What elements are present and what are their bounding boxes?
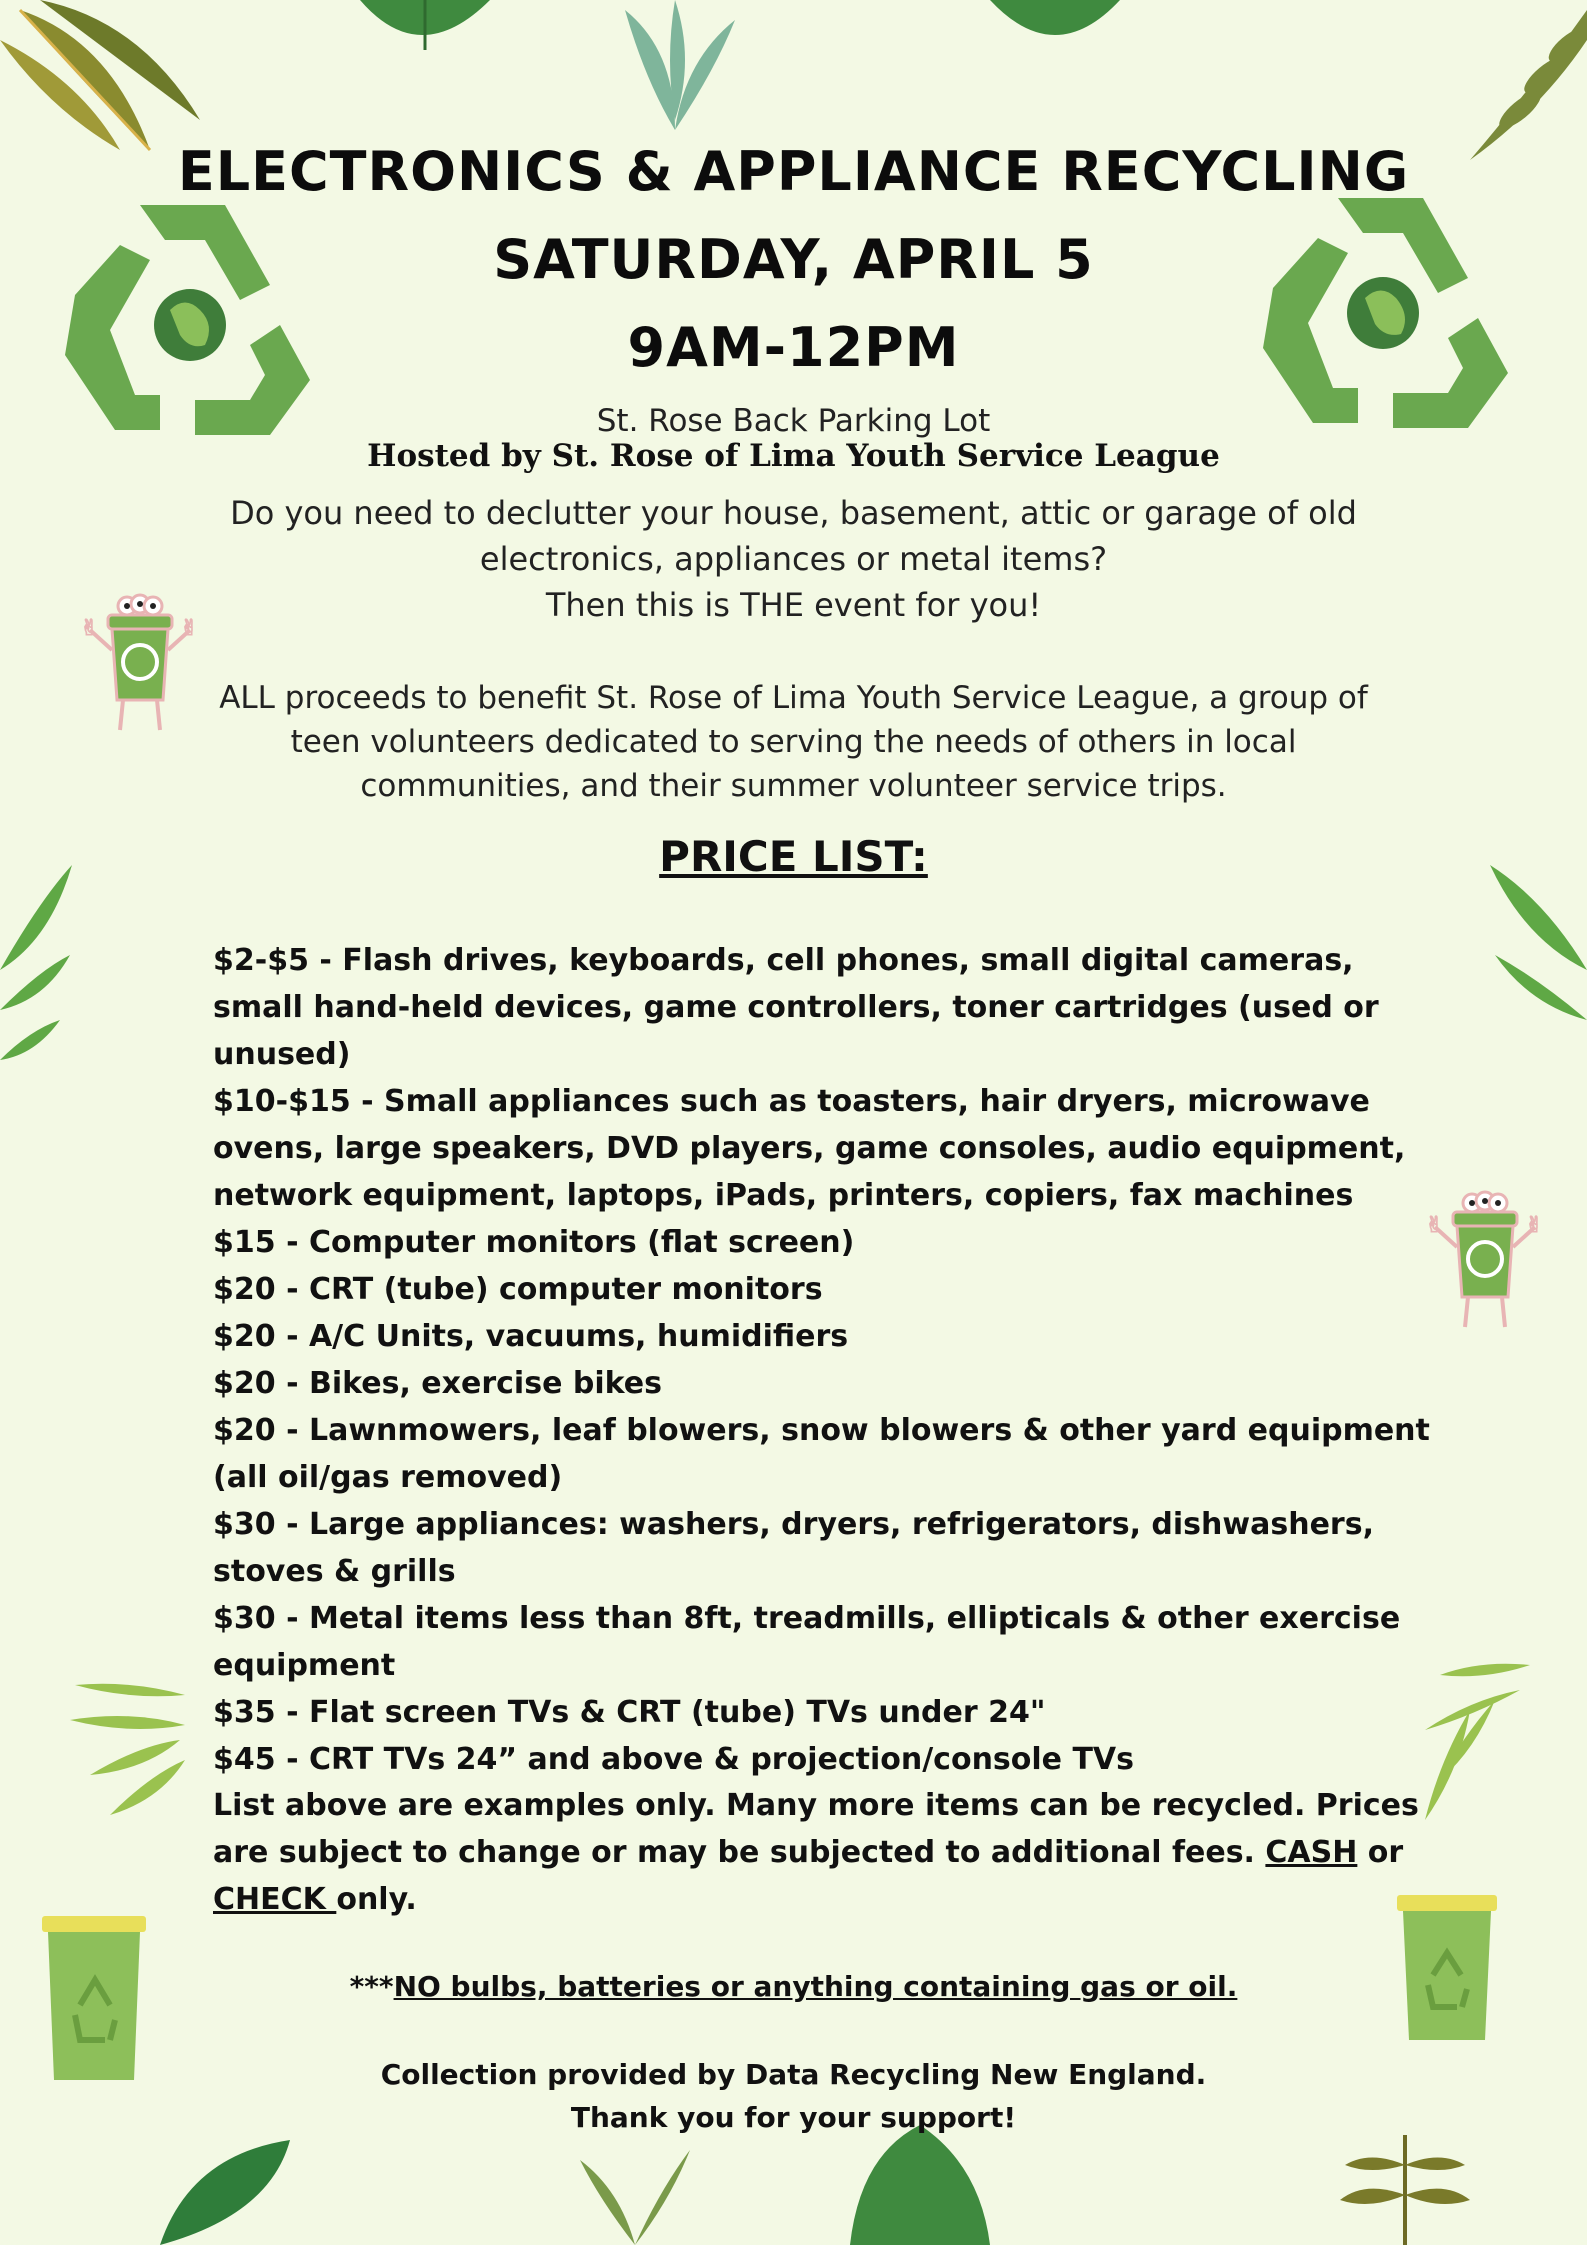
proceeds-line: ALL proceeds to benefit St. Rose of Lima Youth Service League, a group of	[219, 680, 1368, 716]
disclaimer-text: List above are examples only. Many more items can be recycled. Prices are subject to change or may be subjected to additional fees.	[213, 1788, 1419, 1870]
svg-text:✌: ✌	[1525, 1213, 1544, 1238]
svg-text:✌: ✌	[180, 616, 199, 641]
collection-line: Collection provided by Data Recycling New England.	[380, 2058, 1207, 2091]
price-list-item: $20 - A/C Units, vacuums, humidifiers	[213, 1319, 849, 1354]
proceeds-paragraph	[0, 676, 1587, 808]
price-list-heading: PRICE LIST:	[659, 832, 928, 881]
svg-text:✌: ✌	[1425, 1213, 1444, 1238]
leaf-icon	[605, 0, 745, 130]
intro-line: Do you need to declutter your house, basement, attic or garage of old	[230, 494, 1357, 532]
check-payment: CHECK	[213, 1882, 337, 1917]
svg-text:✌: ✌	[80, 616, 99, 641]
warning-text: NO bulbs, batteries or anything containing gas or oil.	[393, 1970, 1238, 2003]
price-list-item: $30 - Large appliances: washers, dryers, refrigerators, dishwashers, stoves & grills	[213, 1507, 1374, 1589]
cash-payment: CASH	[1265, 1835, 1358, 1870]
recycle-symbol-icon	[55, 185, 315, 440]
leaf-icon	[1340, 2135, 1470, 2245]
leaf-icon	[150, 2135, 300, 2245]
proceeds-line: communities, and their summer volunteer service trips.	[360, 768, 1227, 804]
recycle-symbol-icon	[1253, 178, 1513, 433]
disclaimer-or: or	[1357, 1835, 1404, 1870]
leaf-icon	[1485, 860, 1587, 1030]
intro-line: electronics, appliances or metal items?	[479, 540, 1108, 578]
event-title: ELECTRONICS & APPLIANCE RECYCLING	[177, 140, 1410, 203]
price-list	[213, 937, 1443, 1783]
price-list-item: $15 - Computer monitors (flat screen)	[213, 1225, 855, 1260]
leaf-icon	[990, 0, 1120, 60]
event-date: SATURDAY, APRIL 5	[493, 228, 1094, 291]
event-time: 9AM-12PM	[627, 316, 960, 379]
event-location: St. Rose Back Parking Lot	[596, 403, 991, 439]
disclaimer-paragraph	[213, 1782, 1443, 1923]
event-host: Hosted by St. Rose of Lima Youth Service League	[367, 438, 1220, 474]
collection-note	[0, 2053, 1587, 2139]
warning-note	[0, 1970, 1587, 2003]
disclaimer-only: only.	[336, 1882, 417, 1917]
price-list-item: $30 - Metal items less than 8ft, treadmills, ellipticals & other exercise equipment	[213, 1601, 1401, 1683]
leaf-icon	[830, 2125, 1000, 2245]
price-list-item: $20 - Bikes, exercise bikes	[213, 1366, 662, 1401]
leaf-icon	[0, 860, 75, 1110]
leaf-icon	[0, 0, 230, 160]
price-list-item: $45 - CRT TVs 24” and above & projection/console TVs	[213, 1742, 1135, 1777]
intro-paragraph	[0, 490, 1587, 628]
proceeds-line: teen volunteers dedicated to serving the needs of others in local	[290, 724, 1297, 760]
intro-line: Then this is THE event for you!	[545, 586, 1042, 624]
price-list-item: $2-$5 - Flash drives, keyboards, cell phones, small digital cameras, small hand-held devices, game controllers, toner cartridges (used or unused)	[213, 943, 1379, 1072]
warning-prefix: ***	[349, 1970, 394, 2003]
price-list-item: $20 - Lawnmowers, leaf blowers, snow blowers & other yard equipment (all oil/gas removed)	[213, 1413, 1430, 1495]
price-list-item: $10-$15 - Small appliances such as toasters, hair dryers, microwave ovens, large speakers, DVD players, game consoles, audio equipment, network equipment, laptops, iPads, printers, copiers, fax machines	[213, 1084, 1406, 1213]
price-list-item: $35 - Flat screen TVs & CRT (tube) TVs under 24"	[213, 1695, 1046, 1730]
price-list-item: $20 - CRT (tube) computer monitors	[213, 1272, 823, 1307]
leaf-icon	[360, 0, 490, 70]
thank-you-line: Thank you for your support!	[570, 2101, 1017, 2134]
leaf-icon	[70, 1680, 190, 1820]
